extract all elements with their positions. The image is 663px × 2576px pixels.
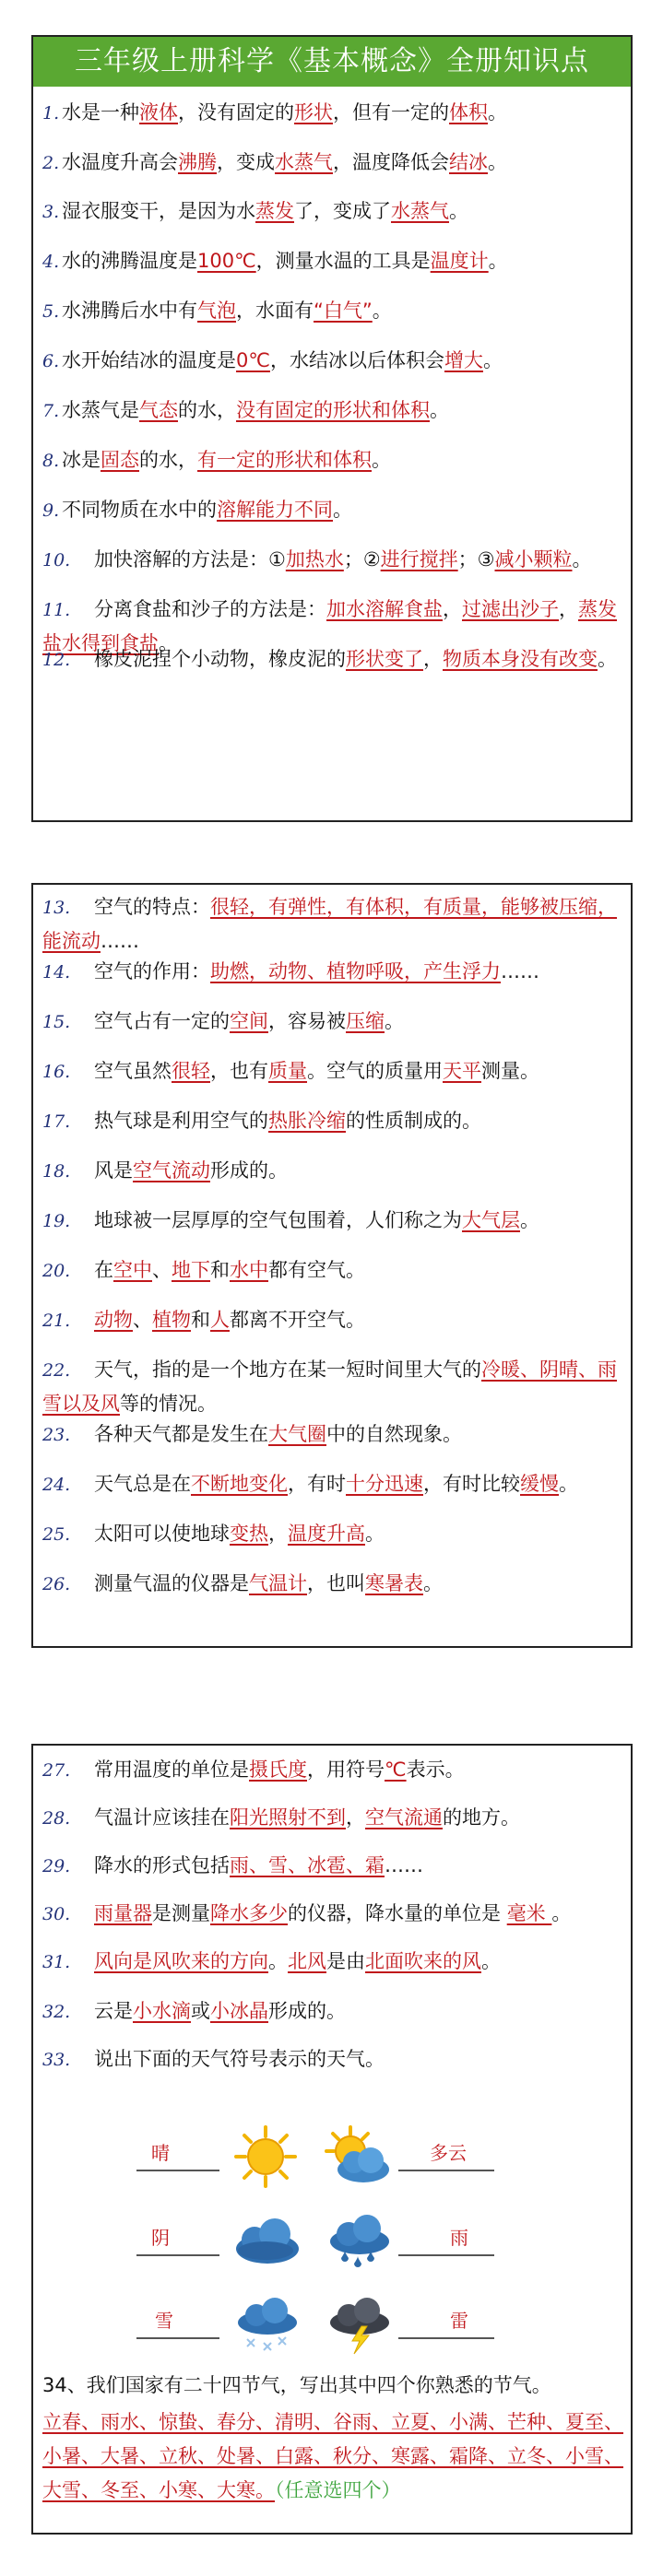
statement-text: 是由 bbox=[326, 1950, 365, 1972]
statement-text: 形成的。 bbox=[210, 1159, 288, 1182]
item-number: 20. bbox=[42, 1261, 71, 1281]
item-number: 33. bbox=[42, 2050, 71, 2070]
item-number: 26. bbox=[42, 1574, 71, 1594]
sun-icon bbox=[229, 2123, 302, 2190]
statement-text: 都有空气。 bbox=[268, 1259, 365, 1281]
statement-text: 水的沸腾温度是 bbox=[62, 250, 197, 272]
statement-text: 云是 bbox=[94, 2000, 133, 2022]
item-number: 4. bbox=[42, 252, 60, 272]
statement-text: 天气，指的是一个地方在某一短时间里大气的 bbox=[94, 1359, 481, 1381]
statement-text: 。空气的质量用 bbox=[307, 1060, 443, 1082]
item-number: 3. bbox=[42, 202, 60, 222]
statement-text: 了，变成了 bbox=[294, 200, 391, 222]
statement-text: ，变成 bbox=[217, 151, 275, 173]
answer-text: 加水溶解食盐 bbox=[326, 598, 443, 620]
item-number: 30. bbox=[42, 1904, 71, 1924]
question-34 bbox=[42, 2369, 623, 2402]
answer-text: 气温计 bbox=[249, 1572, 307, 1594]
item-number: 15. bbox=[42, 1012, 71, 1032]
statement-text: 中的自然现象。 bbox=[326, 1423, 462, 1445]
statement-text: 空气虽然 bbox=[94, 1060, 172, 1082]
statement-text: 。 bbox=[551, 1902, 572, 1924]
knowledge-item bbox=[42, 146, 623, 180]
answer-line bbox=[136, 2170, 219, 2171]
knowledge-item bbox=[42, 642, 623, 676]
weather-row-2 bbox=[33, 2206, 631, 2280]
answer-text: 北面吹来的风 bbox=[365, 1950, 481, 1972]
answer-text: 温度计 bbox=[430, 250, 489, 272]
statement-text: 。 bbox=[488, 151, 507, 173]
knowledge-item bbox=[42, 1353, 623, 1420]
statement-text: 测量气温的仪器是 bbox=[94, 1572, 249, 1594]
item-number: 24. bbox=[42, 1475, 71, 1495]
statement-text: 和 bbox=[191, 1309, 210, 1331]
knowledge-item bbox=[42, 890, 623, 958]
knowledge-item bbox=[42, 1204, 623, 1238]
knowledge-box-air bbox=[31, 883, 633, 1648]
statement-text: 。 bbox=[488, 250, 508, 272]
statement-text: 分离食盐和沙子的方法是： bbox=[94, 598, 326, 620]
answer-text: 北风 bbox=[288, 1950, 326, 1972]
knowledge-item bbox=[42, 96, 623, 130]
answer-text: 0℃ bbox=[236, 349, 270, 371]
weather-label-sunny: 晴 bbox=[151, 2142, 170, 2164]
answer-text: 寒暑表 bbox=[365, 1572, 423, 1594]
statement-text: 。 bbox=[520, 1209, 539, 1231]
knowledge-box-weather bbox=[31, 1744, 633, 2535]
answer-text: 大气层 bbox=[462, 1209, 520, 1231]
statement-text: 。 bbox=[481, 1950, 501, 1972]
statement-text: ， bbox=[423, 648, 443, 670]
answer-text: 冷暖、阴晴、雨雪以及风 bbox=[42, 1359, 617, 1415]
snow-icon bbox=[229, 2295, 302, 2356]
statement-text: 。 bbox=[488, 101, 507, 124]
answer-text: 空气流通 bbox=[365, 1806, 443, 1829]
knowledge-item bbox=[42, 1753, 623, 1787]
statement-text: 的水， bbox=[139, 449, 197, 471]
partly-cloudy-icon bbox=[321, 2123, 395, 2190]
statement-text: 。 bbox=[268, 1950, 288, 1972]
statement-text: 。 bbox=[598, 648, 617, 670]
knowledge-item bbox=[42, 1517, 623, 1551]
knowledge-item bbox=[42, 443, 623, 477]
statement-text: ，水面有 bbox=[236, 300, 314, 322]
answer-text: 水蒸气 bbox=[391, 200, 449, 222]
item-number: 6. bbox=[42, 351, 60, 371]
statement-text: 。 bbox=[430, 399, 449, 421]
statement-text: ， bbox=[346, 1806, 365, 1829]
answer-text: 变热 bbox=[230, 1523, 268, 1545]
knowledge-item bbox=[42, 955, 623, 989]
statement-text: 是测量 bbox=[152, 1902, 210, 1924]
statement-text: 的地方。 bbox=[443, 1806, 520, 1829]
answer-text: 固态 bbox=[101, 449, 139, 471]
item-number: 10. bbox=[42, 550, 71, 570]
statement-text: 。 bbox=[559, 1473, 578, 1495]
statement-text: 热气球是利用空气的 bbox=[94, 1110, 268, 1132]
statement-text: 和 bbox=[210, 1259, 230, 1281]
thunder-icon bbox=[321, 2295, 395, 2356]
knowledge-item bbox=[42, 1054, 623, 1088]
knowledge-item bbox=[42, 1567, 623, 1601]
answer-text: 摄氏度 bbox=[249, 1759, 307, 1781]
statement-text: ，没有固定的 bbox=[178, 101, 294, 124]
item-number: 16. bbox=[42, 1062, 71, 1082]
answer-text: 过滤出沙子 bbox=[462, 598, 559, 620]
answer-text: 100℃ bbox=[197, 250, 256, 272]
answer-text: 蒸发 bbox=[255, 200, 294, 222]
answer-text: 温度升高 bbox=[288, 1523, 365, 1545]
answer-text: 阳光照射不到 bbox=[230, 1806, 346, 1829]
item-number: 31. bbox=[42, 1952, 71, 1972]
answer-line bbox=[398, 2254, 494, 2256]
item-number: 29. bbox=[42, 1856, 71, 1876]
answer-text: 有一定的形状和体积 bbox=[197, 449, 372, 471]
item-number: 1. bbox=[42, 103, 60, 124]
knowledge-item bbox=[42, 1104, 623, 1138]
knowledge-item bbox=[42, 244, 623, 278]
knowledge-item bbox=[42, 344, 623, 378]
statement-text: 。 bbox=[159, 632, 178, 654]
statement-text: ；② bbox=[343, 548, 381, 570]
statement-text: 常用温度的单位是 bbox=[94, 1759, 249, 1781]
statement-text: 水温度升高会 bbox=[62, 151, 178, 173]
knowledge-item bbox=[42, 2042, 623, 2076]
statement-text: 的仪器，降水量的单位是 bbox=[288, 1902, 507, 1924]
answer-text: 不断地变化 bbox=[191, 1473, 288, 1495]
statement-text: 空气的特点： bbox=[94, 896, 210, 918]
statement-text: ，也有 bbox=[210, 1060, 268, 1082]
answer-text: 物质本身没有改变 bbox=[443, 648, 598, 670]
answer-text: 十分迅速 bbox=[346, 1473, 423, 1495]
statement-text: …… bbox=[385, 1854, 423, 1876]
answer-text: 雨、雪、冰雹、霜 bbox=[230, 1854, 385, 1876]
answer-text: 体积 bbox=[449, 101, 488, 124]
weather-label-rain: 雨 bbox=[450, 2227, 468, 2249]
answer-text: 压缩 bbox=[346, 1010, 385, 1032]
item-number: 23. bbox=[42, 1425, 71, 1445]
answer-text: 动物 bbox=[94, 1309, 133, 1331]
answer-text: “白气” bbox=[314, 300, 373, 322]
answer-text: 很轻 bbox=[172, 1060, 210, 1082]
statement-text: 各种天气都是发生在 bbox=[94, 1423, 268, 1445]
statement-text: 的性质制成的。 bbox=[346, 1110, 481, 1132]
knowledge-item bbox=[42, 1303, 623, 1337]
answer-34-text: 立春、雨水、惊蛰、春分、清明、谷雨、立夏、小满、芒种、夏至、小暑、大暑、立秋、处暑、白露、秋分、寒露、霜降、立冬、小雪、大雪、冬至、小寒、大寒。 bbox=[42, 2411, 623, 2501]
knowledge-item bbox=[42, 1154, 623, 1188]
answer-text: 水蒸气 bbox=[275, 151, 333, 173]
item-number: 7. bbox=[42, 401, 60, 421]
weather-row-3 bbox=[33, 2289, 631, 2363]
statement-text: …… bbox=[501, 960, 539, 982]
statement-text: 空气占有一定的 bbox=[94, 1010, 230, 1032]
statement-text: 表示。 bbox=[406, 1759, 465, 1781]
item-number: 11. bbox=[42, 600, 71, 620]
answer-text: 加热水 bbox=[285, 548, 344, 570]
item-number: 32. bbox=[42, 2002, 71, 2022]
item-number: 5. bbox=[42, 301, 60, 322]
statement-text: 的水， bbox=[178, 399, 236, 421]
statement-text: ，温度降低会 bbox=[333, 151, 449, 173]
weather-label-snow: 雪 bbox=[155, 2310, 173, 2332]
answer-text: 空气流动 bbox=[133, 1159, 210, 1182]
statement-text: 。 bbox=[333, 499, 352, 521]
answer-text: 液体 bbox=[139, 101, 178, 124]
item-number: 8. bbox=[42, 451, 60, 471]
answer-text: 蒸发盐水得到食盐 bbox=[42, 598, 617, 654]
statement-text: 风是 bbox=[94, 1159, 133, 1182]
answer-text: ℃ bbox=[385, 1759, 407, 1781]
statement-text: 。 bbox=[365, 1523, 385, 1545]
answer-text: 大气圈 bbox=[268, 1423, 326, 1445]
knowledge-box-water bbox=[31, 35, 633, 822]
statement-text: …… bbox=[101, 930, 139, 952]
answer-text: 小水滴 bbox=[133, 2000, 191, 2022]
weather-label-overcast: 阴 bbox=[151, 2227, 170, 2249]
overcast-icon bbox=[229, 2210, 302, 2269]
statement-text: ，有时比较 bbox=[423, 1473, 520, 1495]
answer-text: 助燃，动物、植物呼吸，产生浮力 bbox=[210, 960, 501, 982]
knowledge-item bbox=[42, 1467, 623, 1501]
knowledge-item bbox=[42, 1253, 623, 1288]
statement-text: 水是一种 bbox=[62, 101, 139, 124]
statement-text: ，有时 bbox=[288, 1473, 346, 1495]
statement-text: 测量。 bbox=[481, 1060, 539, 1082]
answer-text: 天平 bbox=[443, 1060, 481, 1082]
knowledge-item bbox=[42, 1994, 623, 2029]
knowledge-item bbox=[42, 1005, 623, 1039]
statement-text: 天气总是在 bbox=[94, 1473, 191, 1495]
weather-label-thunder: 雷 bbox=[450, 2310, 468, 2332]
answer-text: 沸腾 bbox=[178, 151, 217, 173]
answer-text: 热胀冷缩 bbox=[268, 1110, 346, 1132]
statement-text: 不同物质在水中的 bbox=[62, 499, 217, 521]
item-number: 25. bbox=[42, 1524, 71, 1545]
statement-text: 说出下面的天气符号表示的天气。 bbox=[94, 2048, 385, 2070]
statement-text: 加快溶解的方法是：① bbox=[94, 548, 286, 570]
item-number: 12. bbox=[42, 650, 71, 670]
item-number: 2. bbox=[42, 153, 60, 173]
rain-icon bbox=[321, 2210, 395, 2275]
answer-text: 溶解能力不同 bbox=[217, 499, 333, 521]
answer-text: 缓慢 bbox=[520, 1473, 559, 1495]
answer-34-note: （任意选四个） bbox=[275, 2479, 401, 2501]
knowledge-item bbox=[42, 1417, 623, 1452]
knowledge-item bbox=[42, 1945, 623, 1979]
knowledge-item bbox=[42, 1801, 623, 1835]
answer-line bbox=[398, 2170, 494, 2171]
statement-text: 气温计应该挂在 bbox=[94, 1806, 230, 1829]
statement-text: 或 bbox=[191, 2000, 210, 2022]
item-number: 22. bbox=[42, 1360, 71, 1381]
item-number: 27. bbox=[42, 1760, 71, 1781]
answer-text: 气泡 bbox=[197, 300, 236, 322]
statement-text: 、 bbox=[133, 1309, 152, 1331]
statement-text: 。 bbox=[385, 1010, 404, 1032]
statement-text: ， bbox=[443, 598, 462, 620]
statement-text: 、 bbox=[152, 1259, 172, 1281]
answer-text: 毫米 bbox=[506, 1902, 552, 1924]
statement-text: 。 bbox=[449, 200, 468, 222]
answer-text: 形状变了 bbox=[346, 648, 423, 670]
item-number: 17. bbox=[42, 1112, 71, 1132]
answer-text: 减小颗粒 bbox=[494, 548, 573, 570]
answer-text: 气态 bbox=[139, 399, 178, 421]
weather-label-cloudy: 多云 bbox=[430, 2142, 467, 2164]
statement-text: 。 bbox=[572, 548, 592, 570]
statement-text: ，用符号 bbox=[307, 1759, 385, 1781]
item-number: 9. bbox=[42, 500, 60, 521]
question-34-text: 34、我们国家有二十四节气，写出其中四个你熟悉的节气。 bbox=[42, 2374, 551, 2396]
answer-text: 水中 bbox=[230, 1259, 268, 1281]
item-number: 14. bbox=[42, 962, 71, 982]
statement-text: 等的情况。 bbox=[120, 1393, 217, 1415]
answer-text: 风向是风吹来的方向 bbox=[94, 1950, 268, 1972]
answer-line bbox=[398, 2337, 494, 2339]
statement-text: 在 bbox=[94, 1259, 113, 1281]
statement-text: 都离不开空气。 bbox=[230, 1309, 365, 1331]
statement-text: 。 bbox=[372, 449, 391, 471]
statement-text: ，但有一定的 bbox=[333, 101, 449, 124]
knowledge-item bbox=[42, 493, 623, 527]
statement-text: 湿衣服变干，是因为水 bbox=[62, 200, 255, 222]
answer-line bbox=[136, 2337, 219, 2339]
statement-text: 太阳可以使地球 bbox=[94, 1523, 230, 1545]
statement-text: 橡皮泥捏个小动物，橡皮泥的 bbox=[94, 648, 346, 670]
answer-text: 很轻，有弹性，有体积，有质量，能够被压缩，能流动 bbox=[42, 896, 617, 952]
statement-text: ，水结冰以后体积会 bbox=[269, 349, 444, 371]
answer-text: 降水多少 bbox=[210, 1902, 288, 1924]
answer-text: 地下 bbox=[172, 1259, 210, 1281]
statement-text: 地球被一层厚厚的空气包围着，人们称之为 bbox=[94, 1209, 462, 1231]
answer-text: 结冰 bbox=[449, 151, 488, 173]
knowledge-item bbox=[42, 1849, 623, 1883]
knowledge-item bbox=[42, 1897, 623, 1931]
knowledge-item bbox=[42, 394, 623, 428]
item-number: 19. bbox=[42, 1211, 71, 1231]
knowledge-item bbox=[42, 294, 623, 328]
statement-text: 。 bbox=[372, 300, 392, 322]
knowledge-item bbox=[42, 543, 623, 577]
answer-text: 进行搅拌 bbox=[380, 548, 458, 570]
statement-text: 降水的形式包括 bbox=[94, 1854, 230, 1876]
answer-text: 空中 bbox=[113, 1259, 152, 1281]
statement-text: 。 bbox=[423, 1572, 443, 1594]
statement-text: 空气的作用： bbox=[94, 960, 210, 982]
statement-text: ；③ bbox=[457, 548, 495, 570]
answer-text: 雨量器 bbox=[94, 1902, 152, 1924]
answer-text: 人 bbox=[210, 1309, 230, 1331]
answer-text: 没有固定的形状和体积 bbox=[236, 399, 430, 421]
answer-text: 植物 bbox=[152, 1309, 191, 1331]
statement-text: ，测量水温的工具是 bbox=[255, 250, 431, 272]
statement-text: 冰是 bbox=[62, 449, 101, 471]
statement-text: 形成的。 bbox=[268, 2000, 346, 2022]
statement-text: ，容易被 bbox=[268, 1010, 346, 1032]
statement-text: 水蒸气是 bbox=[62, 399, 139, 421]
statement-text: ，也叫 bbox=[307, 1572, 365, 1594]
statement-text: 水开始结冰的温度是 bbox=[62, 349, 236, 371]
item-number: 21. bbox=[42, 1311, 71, 1331]
item-number: 13. bbox=[42, 898, 71, 918]
answer-text: 空间 bbox=[230, 1010, 268, 1032]
statement-text: 。 bbox=[482, 349, 503, 371]
knowledge-item bbox=[42, 194, 623, 229]
statement-text: ， bbox=[268, 1523, 288, 1545]
page-title: 三年级上册科学《基本概念》全册知识点 bbox=[33, 37, 631, 87]
answer-text: 形状 bbox=[294, 101, 333, 124]
answer-line bbox=[136, 2254, 219, 2256]
answer-text: 增大 bbox=[444, 349, 483, 371]
answer-text: 质量 bbox=[268, 1060, 307, 1082]
weather-row-1 bbox=[33, 2123, 631, 2197]
item-number: 28. bbox=[42, 1808, 71, 1829]
answer-34 bbox=[42, 2405, 623, 2508]
statement-text: ， bbox=[559, 598, 578, 620]
item-number: 18. bbox=[42, 1161, 71, 1182]
statement-text: 水沸腾后水中有 bbox=[62, 300, 197, 322]
answer-text: 小冰晶 bbox=[210, 2000, 268, 2022]
